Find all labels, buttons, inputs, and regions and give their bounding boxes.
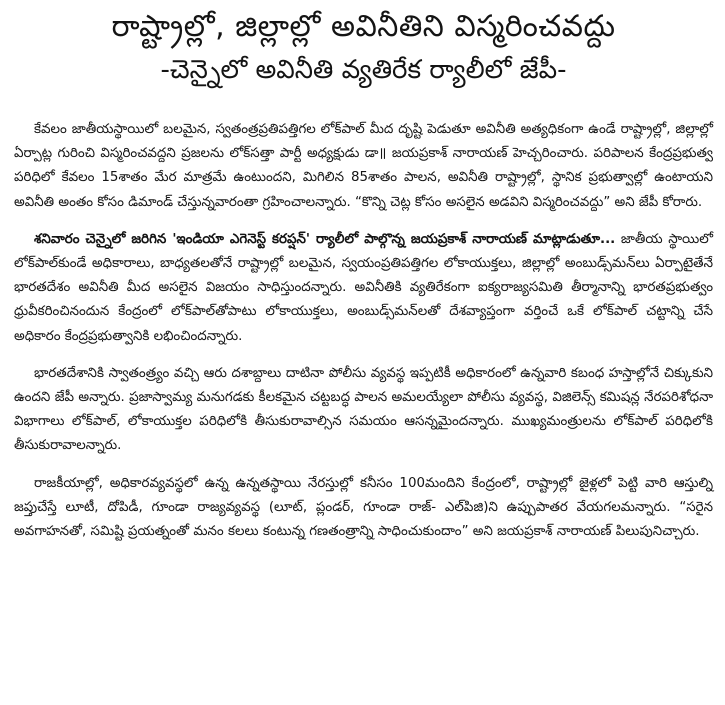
paragraph-1: కేవలం జాతీయస్థాయిలో బలమైన, స్వతంత్రప్రతిపత్తిగల లోక్‌పాల్ మీద దృష్టి పెడుతూ అవినీతి అత్యధికంగా ఉండే రాష్ట్రాల్లో, జిల్లాల్లో ఏర్పాట్ల గురించి విస్మరించవద్దని ప్రజలను లోక్‌సత్తా పార్టీ అధ్యక్షుడు డా॥ జయప్రకాశ్ నారాయణ్ హెచ్చరించారు. పరిపాలన కేంద్రప్రభుత్వ పరిధిలో కేవలం 15శాతం మేర మాత్రమే ఉంటుందని, మిగిలిన 85శాతం పాలన, అవినీతి రాష్ట్రాల్లో, స్థానిక ప్రభుత్వాల్లో ఉంటాయని అవినీతి అంతం కోసం డిమాండ్ చేస్తున్నవారంతా గ్రహించాలన్నారు. “కొన్ని చెట్ల కోసం అసలైన అడవిని విస్మరించవద్దు” అని జేపీ కోరారు. [14, 122, 713, 210]
paragraph-2-body: జాతీయ స్థాయిలో లోక్‌పాల్‌కుండే అధికారాలు, బాధ్యతలతోనే రాష్ట్రాల్లో బలమైన, స్వయంప్రతిపత్తిగల లోకాయుక్తలు, జిల్లాల్లో అంబుడ్స్‌మన్‌లు ఏర్పాటైతేనే భారతదేశం అవినీతి మీద అసలైన విజయం సాధిస్తుందన్నారు. అవినీతికి వ్యతిరేకంగా ఐక్యరాజ్యసమితి తీర్మానాన్ని భారతప్రభుత్వం ధ్రువీకరించినందున కేంద్రంలో లోక్‌పాల్‌తోపాటు లోకాయుక్తలు, అంబుడ్స్‌మన్‌లతో దేశవ్యాప్తంగా వర్తించే ఒకే లోక్‌పాల్ చట్టాన్ని చేసే అధికారం కేంద్రప్రభుత్వానికి లభించిందన్నారు. [14, 231, 713, 344]
paragraph-4: రాజకీయాల్లో, అధికారవ్యవస్థలో ఉన్న ఉన్నతస్థాయి నేరస్తుల్లో కనీసం 100మందిని కేంద్రంలో, రాష్ట్రాల్లో జైళ్లలో పెట్టి వారి ఆస్తుల్ని జప్తుచేస్తే లూటీ, దోపిడీ, గూండా రాజ్యవ్యవస్థ (లూట్, ప్లండర్, గూండా రాజ్- ఎల్‌పిజి)ని ఉప్పుపాతర వేయగలమన్నారు. “సరైన అవగాహనతో, సమిష్టి ప్రయత్నంతో మనం కలలు కంటున్న గణతంత్రాన్ని సాధించుకుందాం” అని జయప్రకాశ్ నారాయణ్ పిలుపునిచ్చారు. [14, 475, 713, 540]
paragraph-3: భారతదేశానికి స్వాతంత్ర్యం వచ్చి ఆరు దశాబ్దాలు దాటినా పోలీసు వ్యవస్థ ఇప్పటికీ అధికారంలో ఉన్నవారి కబంధ హస్తాల్లోనే చిక్కుకుని ఉందని జేపీ అన్నారు. ప్రజాస్వామ్య మనుగడకు కీలకమైన చట్టబద్ధ పాలన అమలయ్యేలా పోలీసు వ్యవస్థ, విజిలెన్స్ కమిషన్ల నేరపరిశోధనా విభాగాలు లోక్‌పాల్, లోకాయుక్తల పరిధిలోకి తీసుకురావాల్సిన సమయం ఆసన్నమైందన్నారు. ముఖ్యమంత్రులను లోక్‌పాల్ పరిధిలోకి తీసుకురావాలన్నారు. [14, 365, 713, 454]
paragraph-2-lead: శనివారం చెన్నైలో జరిగిన 'ఇండియా ఎగెనెస్ట్ కరప్షన్' ర్యాలీలో పాల్గొన్న జయప్రకాశ్ నారాయణ్ మాట్లాడుతూ... [34, 231, 616, 247]
paragraph-2 [14, 228, 713, 349]
headline: రాష్ట్రాల్లో, జిల్లాల్లో అవినీతిని విస్మరించవద్దు [111, 9, 616, 44]
spacer [14, 88, 713, 118]
subheadline: -చెన్నైలో అవినీతి వ్యతిరేక ర్యాలీలో జేపీ- [160, 55, 567, 85]
